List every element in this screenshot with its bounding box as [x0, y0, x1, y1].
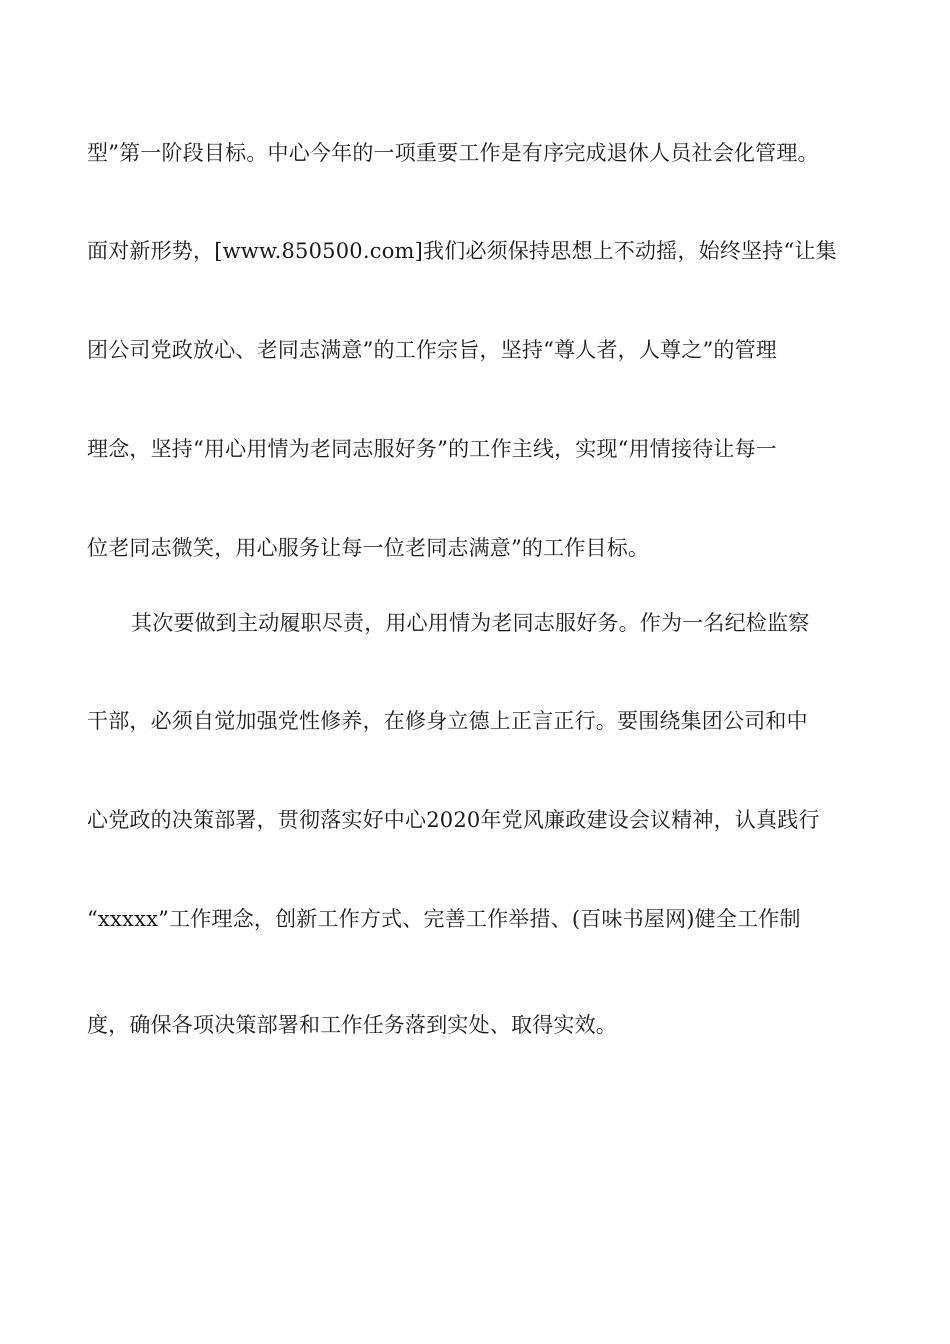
paragraph-line: 理念，坚持“用心用情为老同志服好务”的工作主线，实现“用情接待让每一 [87, 437, 778, 461]
paragraph-line: 度，确保各项决策部署和工作任务落到实处、取得实效。 [87, 1013, 617, 1037]
paragraph-line: 团公司党政放心、老同志满意”的工作宗旨，坚持“尊人者，人尊之”的管理 [87, 338, 778, 362]
paragraph-line: 干部，必须自觉加强党性修养，在修身立德上正言正行。要围绕集团公司和中 [87, 709, 808, 733]
paragraph-line: “xxxxx”工作理念，创新工作方式、完善工作举措、(百味书屋网)健全工作制 [87, 907, 801, 931]
paragraph-line: 面对新形势，[www.850500.com]我们必须保持思想上不动摇，始终坚持“让集 [87, 239, 837, 263]
paragraph-line: 心党政的决策部署，贯彻落实好中心2020年党风廉政建设会议精神，认真践行 [87, 808, 820, 832]
paragraph-line: 型”第一阶段目标。中心今年的一项重要工作是有序完成退休人员社会化管理。 [87, 141, 819, 165]
paragraph-line: 其次要做到主动履职尽责，用心用情为老同志服好务。作为一名纪检监察 [131, 611, 810, 635]
paragraph-line: 位老同志微笑，用心服务让每一位老同志满意”的工作目标。 [87, 536, 650, 560]
